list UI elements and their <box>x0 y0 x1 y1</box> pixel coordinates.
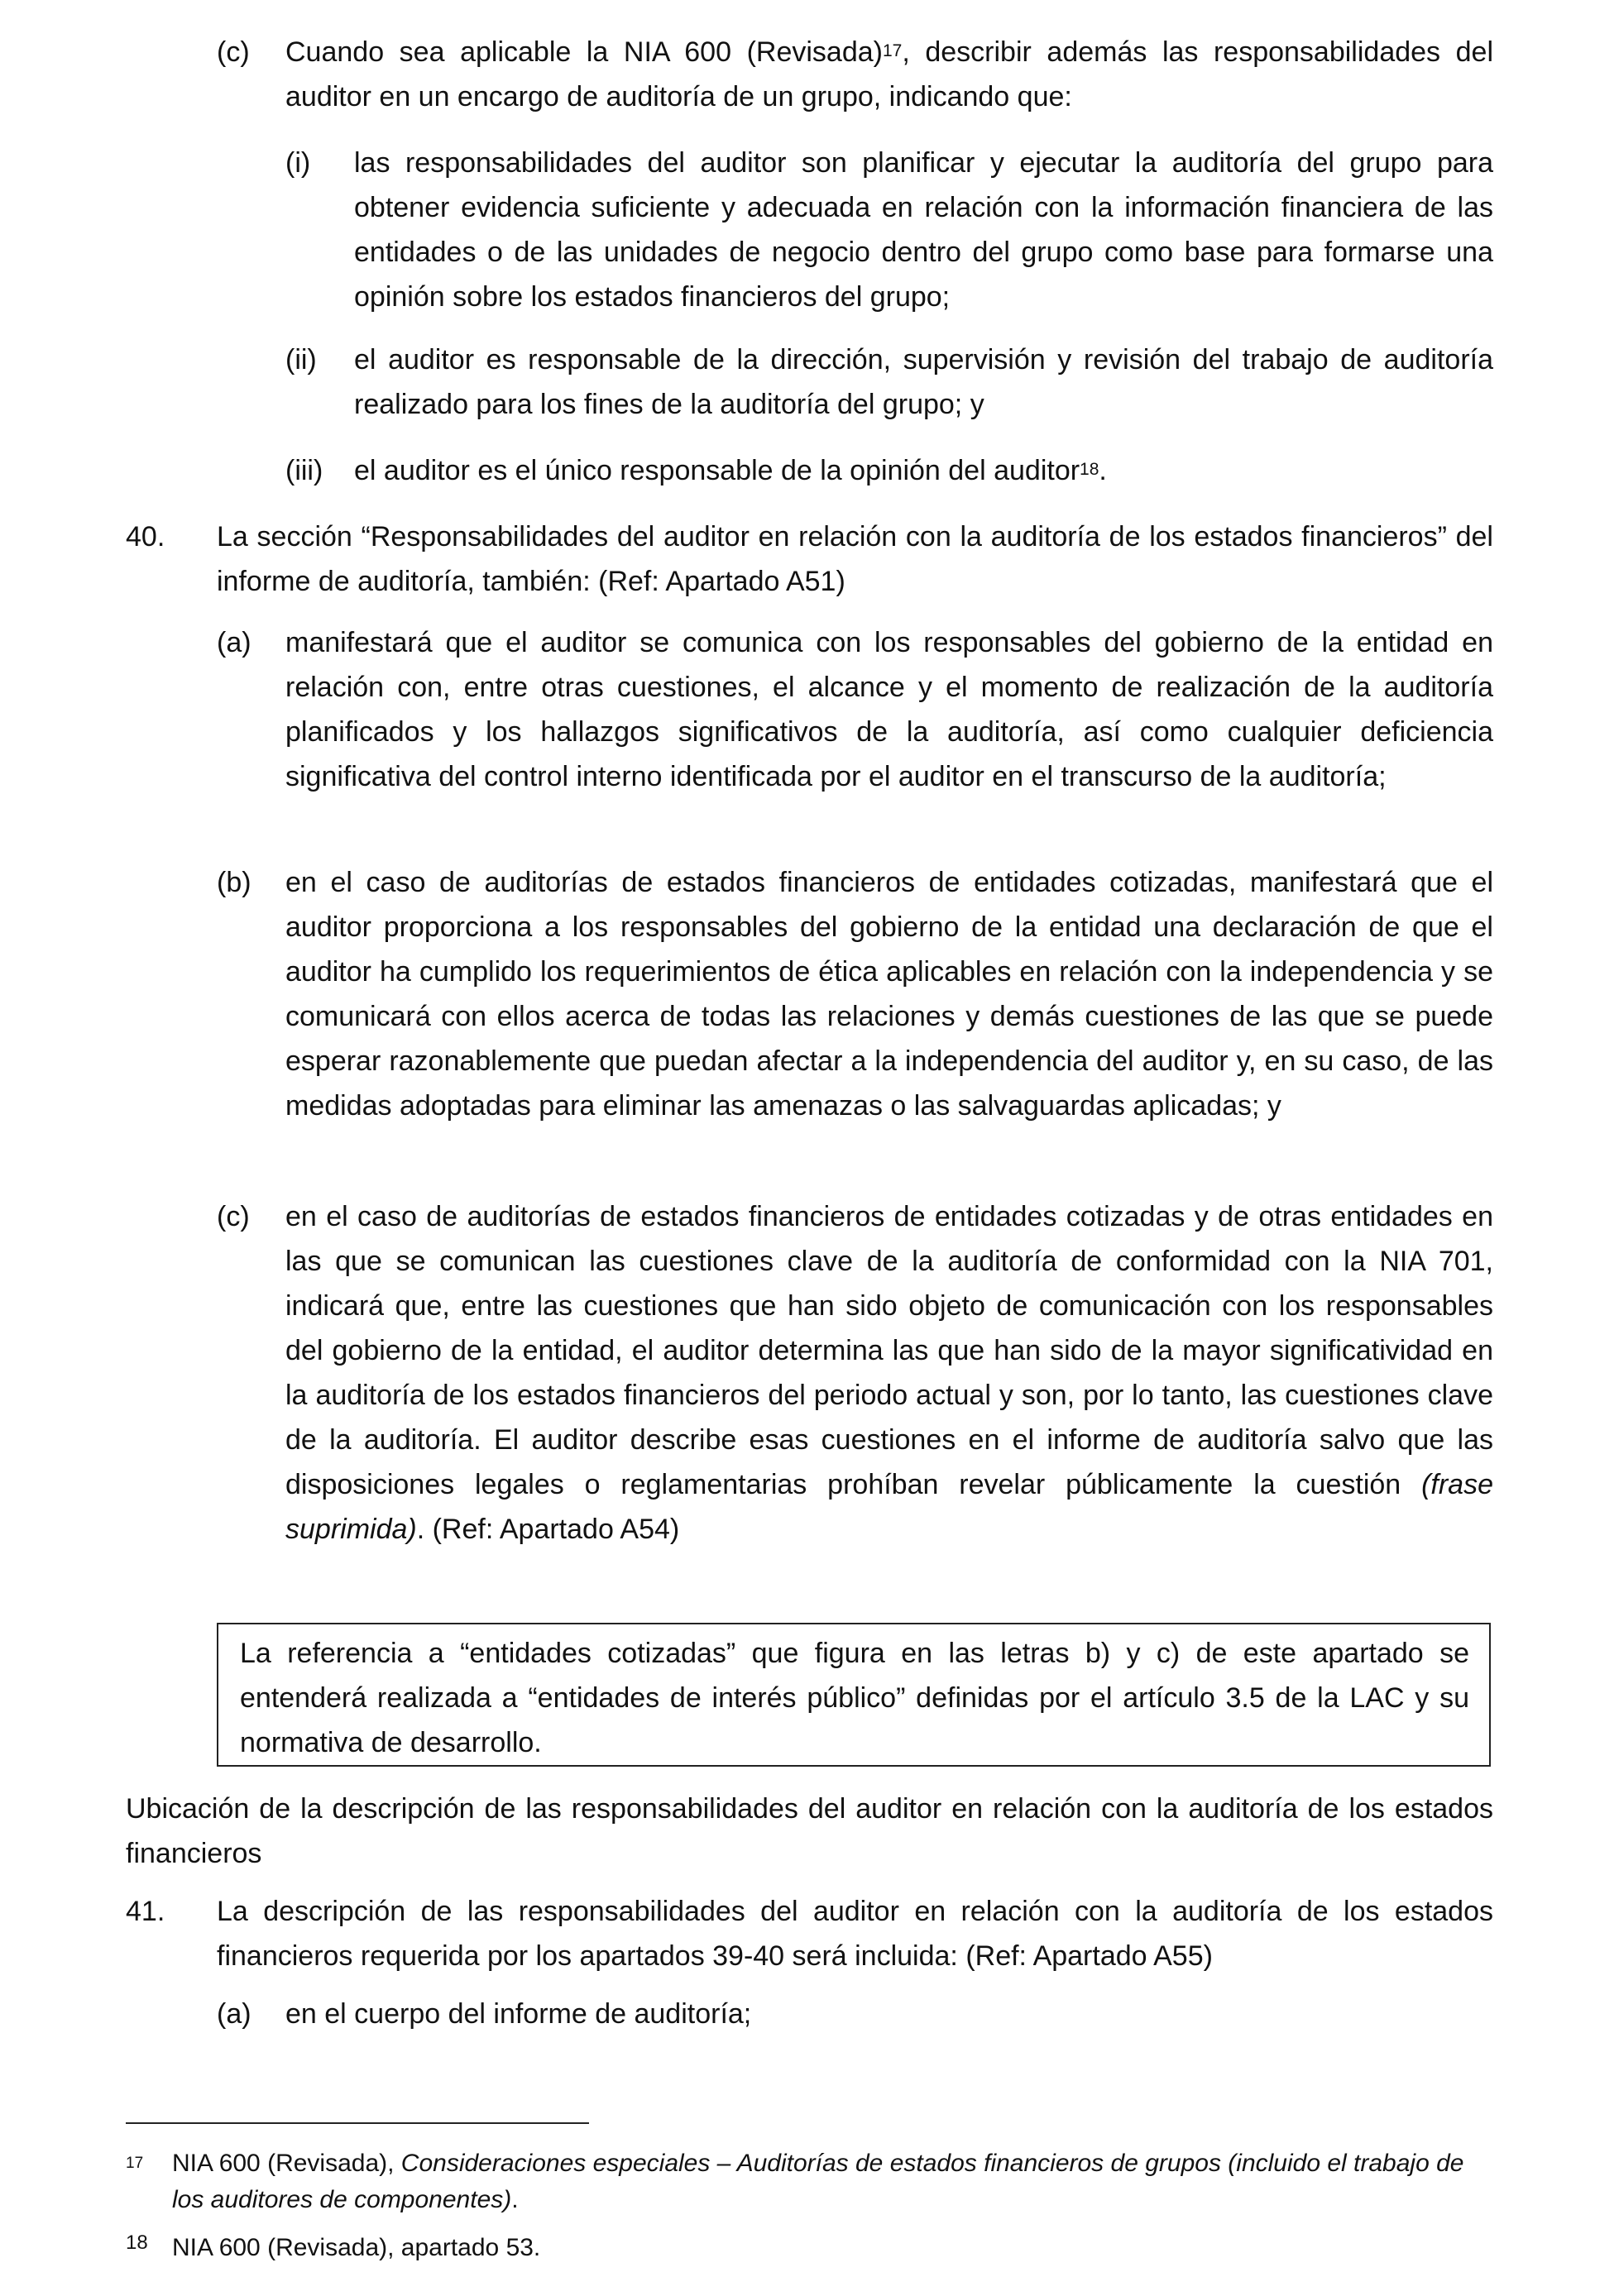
item-text-part: en el caso de auditorías de estados financieros de entidades cotizadas y de otras entidades en las que se comunican las cuestiones clave de la auditoría de conformidad con la NIA 701, indicará que, entre las cuestiones que han sido objeto de comunicación con los responsables del gobierno de la entidad, el auditor determina las que han sido de la mayor significatividad en la auditoría de los estados financieros del periodo actual y son, por lo tanto, las cuestiones clave de la auditoría. El auditor describe esas cuestiones en el informe de auditoría salvo que las disposiciones legales o reglamentarias prohíban revelar públicamente la cuestión <box>285 1201 1493 1500</box>
sub-item-text <box>354 448 1493 493</box>
item-text-part: Cuando sea aplicable la NIA 600 (Revisada) <box>285 36 883 68</box>
item-text: en el caso de auditorías de estados financieros de entidades cotizadas, manifestará que el auditor proporciona a los responsables del gobierno de la entidad una declaración de que el auditor ha cumplido los requerimientos de ética aplicables en relación con la independencia y se comunicará con ellos acerca de todas las relaciones y demás cuestiones de las que se puede esperar razonablemente que puedan afectar a la independencia del auditor y, en su caso, de las medidas adoptadas para eliminar las amenazas o las salvaguardas aplicadas; y <box>285 867 1493 1122</box>
item-text-part: . (Ref: Apartado A54) <box>416 1514 680 1545</box>
item-label: (b) <box>217 867 251 898</box>
item-text <box>285 1194 1493 1552</box>
item-label: (a) <box>217 627 251 658</box>
sub-item-text: el auditor es responsable de la dirección, supervisión y revisión del trabajo de auditoría realizado para los fines de la auditoría del grupo; y <box>354 344 1493 420</box>
footnote-text <box>172 2145 1493 2218</box>
item-text: en el cuerpo del informe de auditoría; <box>285 1998 752 2030</box>
footnote-separator <box>126 2122 589 2124</box>
item-label: (c) <box>217 36 250 68</box>
sub-item-text-part: el auditor es el único responsable de la opinión del auditor <box>354 455 1080 486</box>
footnote-text-italic: Consideraciones especiales – Auditorías de estados financieros de grupos (incluido el trabajo de los auditores de componentes) <box>172 2150 1464 2213</box>
item-text-part: , describir además las responsabilidades del auditor en un encargo de auditoría de un grupo, indicando que: <box>285 36 1494 112</box>
paragraph-text: La sección “Responsabilidades del auditor en relación con la auditoría de los estados financieros” del informe de auditoría, también: (Ref: Apartado A51) <box>217 521 1493 597</box>
boxed-note-text: La referencia a “entidades cotizadas” que figura en las letras b) y c) de este apartado se entenderá realizada a “entidades de interés público” definidas por el artículo 3.5 de la LAC y su normativa de desarrollo. <box>240 1638 1469 1758</box>
sub-item-label: (iii) <box>285 455 323 486</box>
sub-item-label: (ii) <box>285 344 317 375</box>
footnote-ref-17[interactable]: 17 <box>882 41 903 60</box>
footnote-ref-18[interactable]: 18 <box>1080 460 1099 479</box>
item-text: manifestará que el auditor se comunica con los responsables del gobierno de la entidad en relación con, entre otras cuestiones, el alcance y el momento de realización de la auditoría planificados y los hallazgos significativos de la auditoría, así como cualquier deficiencia significativa del control interno identificada por el auditor en el transcurso de la auditoría; <box>285 627 1493 792</box>
footnote-text-part: . <box>511 2186 519 2213</box>
paragraph-text: La descripción de las responsabilidades del auditor en relación con la auditoría de los estados financieros requerida por los apartados 39-40 será incluida: (Ref: Apartado A55) <box>217 1896 1493 1972</box>
paragraph-number: 41. <box>126 1896 165 1927</box>
sub-item-label: (i) <box>285 147 311 179</box>
sub-item-text: las responsabilidades del auditor son planificar y ejecutar la auditoría del grupo para obtener evidencia suficiente y adecuada en relación con la información financiera de las entidades o de las unidades de negocio dentro del grupo como base para formarse una opinión sobre los estados financieros del grupo; <box>354 147 1493 313</box>
paragraph-number: 40. <box>126 521 165 552</box>
item-text-italic: (frase suprimida) <box>285 1469 1493 1545</box>
boxed-note <box>217 1623 1491 1767</box>
footnote-number: 17 <box>126 2155 144 2172</box>
item-text <box>285 30 1493 119</box>
footnote-text-part: NIA 600 (Revisada), <box>172 2150 401 2177</box>
item-label: (a) <box>217 1998 251 2030</box>
section-heading: Ubicación de la descripción de las responsabilidades del auditor en relación con la auditoría de los estados financieros <box>126 1793 1493 1869</box>
footnote-text: NIA 600 (Revisada), apartado 53. <box>172 2234 541 2261</box>
footnote-number: 18 <box>126 2231 148 2254</box>
sub-item-text-part: . <box>1099 455 1107 486</box>
item-label: (c) <box>217 1201 250 1232</box>
